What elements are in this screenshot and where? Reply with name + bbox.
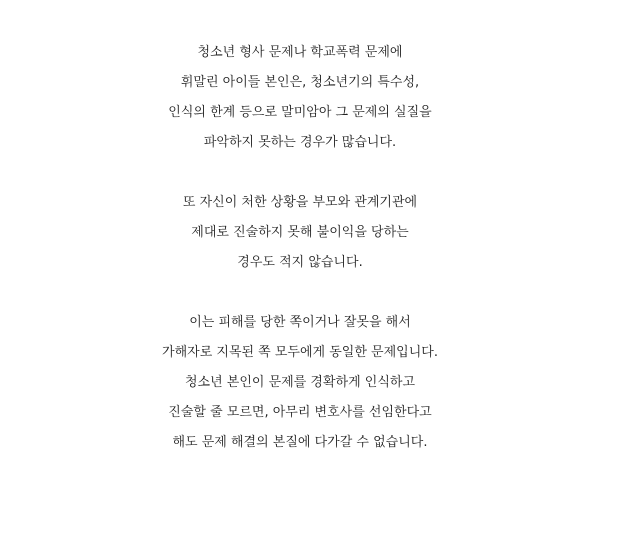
text-line: 이는 피해를 당한 쪽이거나 잘못을 해서 [189, 315, 411, 330]
text-line: 진술할 줄 모르면, 아무리 변호사를 선임한다고 [168, 405, 432, 420]
text-line: 경우도 적지 않습니다. [237, 255, 363, 270]
text-line: 또 자신이 처한 상황을 부모와 관계기관에 [182, 195, 418, 210]
text-line: 인식의 한계 등으로 말미암아 그 문제의 실질을 [168, 105, 432, 120]
text-line: 가해자로 지목된 쪽 모두에게 동일한 문제입니다. [162, 345, 438, 360]
paragraph-3 [0, 308, 600, 458]
text-line: 제대로 진술하지 못해 불이익을 당하는 [191, 225, 409, 240]
paragraph-2 [0, 188, 600, 278]
paragraph-1 [0, 38, 600, 158]
text-line: 청소년 본인이 문제를 경확하게 인식하고 [184, 375, 415, 390]
text-line: 청소년 형사 문제나 학교폭력 문제에 [197, 45, 403, 60]
text-line: 파악하지 못하는 경우가 많습니다. [203, 135, 397, 150]
text-line: 해도 문제 해결의 본질에 다가갈 수 없습니다. [172, 435, 428, 450]
text-line: 휘말린 아이들 본인은, 청소년기의 특수성, [180, 75, 420, 90]
